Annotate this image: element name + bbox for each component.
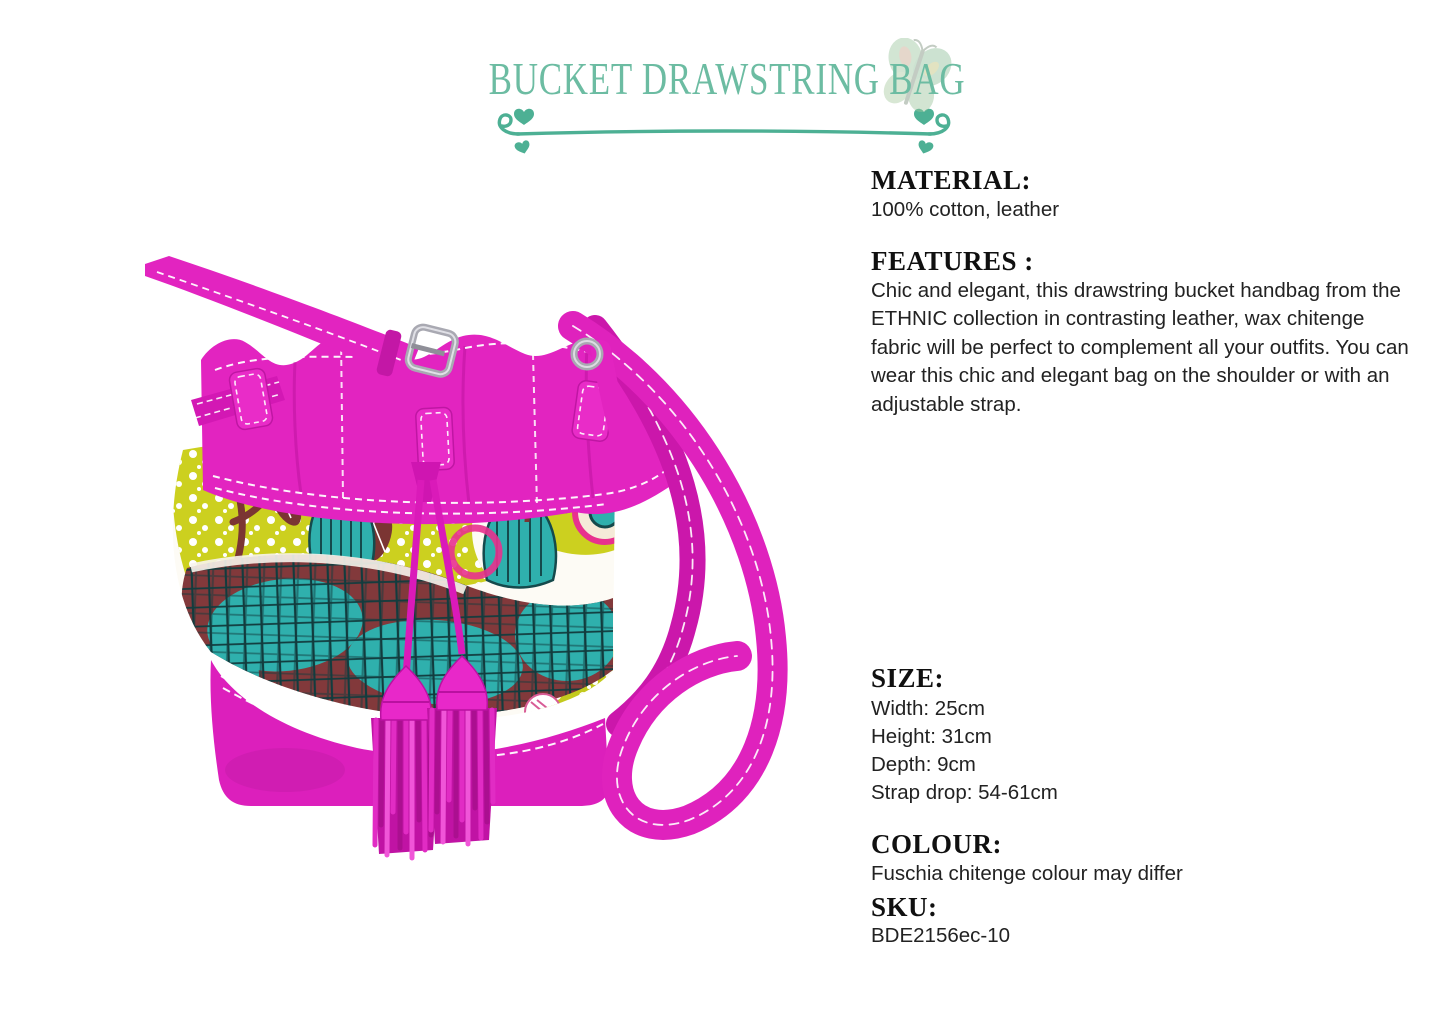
bag-illustration: [135, 250, 835, 910]
size-depth: Depth: 9cm: [871, 753, 976, 776]
material-heading: MATERIAL:: [871, 165, 1032, 195]
features-heading: FEATURES :: [871, 246, 1034, 276]
product-photo: [135, 250, 835, 910]
size-width: Width: 25cm: [871, 697, 985, 720]
size-height: Height: 31cm: [871, 725, 992, 748]
material-value: 100% cotton, leather: [871, 198, 1060, 221]
features-description: Chic and elegant, this drawstring bucket handbag from the ETHNIC collection in contrasting leather, wax chitenge fabric will be perfect to complement all your outfits. You can wear this chic and elegant bag on the shoulder or with an adjustable strap.: [871, 279, 1409, 416]
sku-value: BDE2156ec-10: [871, 924, 1011, 947]
colour-value: Fuschia chitenge colour may differ: [871, 862, 1183, 885]
size-strap-drop: Strap drop: 54-61cm: [871, 781, 1058, 804]
sku-heading: SKU:: [871, 892, 938, 922]
colour-heading: COLOUR:: [871, 829, 1002, 859]
size-heading: SIZE:: [871, 663, 945, 693]
page-title: BUCKET DRAWSTRING BAG: [488, 53, 966, 104]
